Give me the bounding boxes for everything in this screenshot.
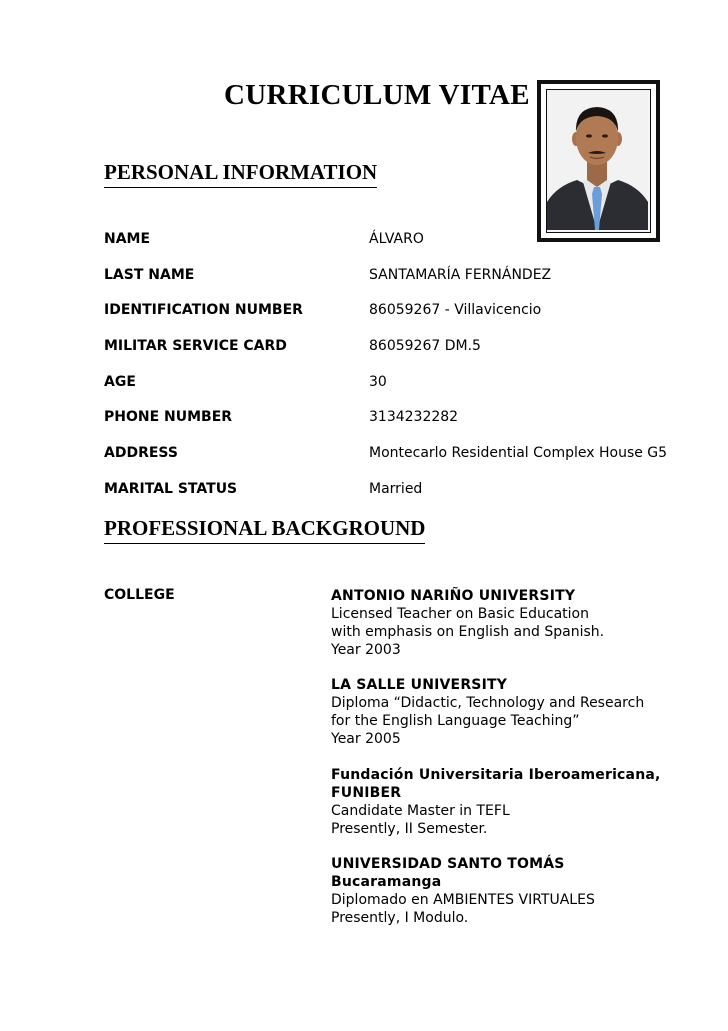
personal-info-row-address [104, 445, 704, 465]
education-detail: Presently, II Semester. [331, 821, 488, 837]
info-value: 86059267 DM.5 [369, 338, 481, 354]
education-entry [331, 766, 701, 838]
education-entry [331, 587, 701, 659]
info-value: Montecarlo Residential Complex House G5 [369, 445, 668, 461]
education-detail: with emphasis on English and Spanish. [331, 624, 605, 640]
education-entry [331, 676, 701, 748]
education-detail: Licensed Teacher on Basic Education [331, 606, 589, 622]
professional-background-heading: PROFESSIONAL BACKGROUND [104, 516, 425, 544]
personal-info-row-age [104, 374, 704, 394]
institution-name: LA SALLE UNIVERSITY [331, 677, 508, 693]
info-label: IDENTIFICATION NUMBER [104, 302, 303, 318]
personal-info-row-marital-status [104, 481, 704, 501]
education-detail: Diploma “Didactic, Technology and Research [331, 695, 645, 711]
info-label: MILITAR SERVICE CARD [104, 338, 287, 354]
institution-name: Bucaramanga [331, 874, 442, 890]
portrait-photo-icon [547, 90, 648, 230]
education-detail: Presently, I Modulo. [331, 910, 469, 926]
personal-info-row-name [104, 231, 704, 251]
info-value: 3134232282 [369, 409, 459, 425]
info-label: PHONE NUMBER [104, 409, 233, 425]
personal-information-heading: PERSONAL INFORMATION [104, 160, 377, 188]
institution-name: UNIVERSIDAD SANTO TOMÁS [331, 856, 565, 872]
info-label: AGE [104, 374, 136, 390]
info-value: 86059267 - Villavicencio [369, 302, 542, 318]
info-value: 30 [369, 374, 387, 390]
info-value: Married [369, 481, 423, 497]
education-detail: Candidate Master in TEFL [331, 803, 510, 819]
personal-info-row-last-name [104, 267, 704, 287]
info-value: SANTAMARÍA FERNÁNDEZ [369, 267, 552, 283]
info-label: MARITAL STATUS [104, 481, 238, 497]
curriculum-title: CURRICULUM VITAE [224, 79, 530, 111]
education-year: Year 2005 [331, 731, 401, 747]
college-label: COLLEGE [104, 587, 175, 603]
info-label: NAME [104, 231, 151, 247]
institution-name: Fundación Universitaria Iberoamericana, [331, 767, 661, 783]
info-label: LAST NAME [104, 267, 195, 283]
profile-photo [537, 80, 660, 242]
education-detail: for the English Language Teaching” [331, 713, 580, 729]
personal-info-row-militar-card [104, 338, 704, 358]
education-detail: Diplomado en AMBIENTES VIRTUALES [331, 892, 595, 908]
institution-name: ANTONIO NARIÑO UNIVERSITY [331, 588, 576, 604]
education-year: Year 2003 [331, 642, 401, 658]
info-label: ADDRESS [104, 445, 178, 461]
institution-name: FUNIBER [331, 785, 402, 801]
personal-info-row-identification [104, 302, 704, 322]
education-entry [331, 855, 701, 927]
info-value: ÁLVARO [369, 231, 424, 247]
personal-info-row-phone [104, 409, 704, 429]
